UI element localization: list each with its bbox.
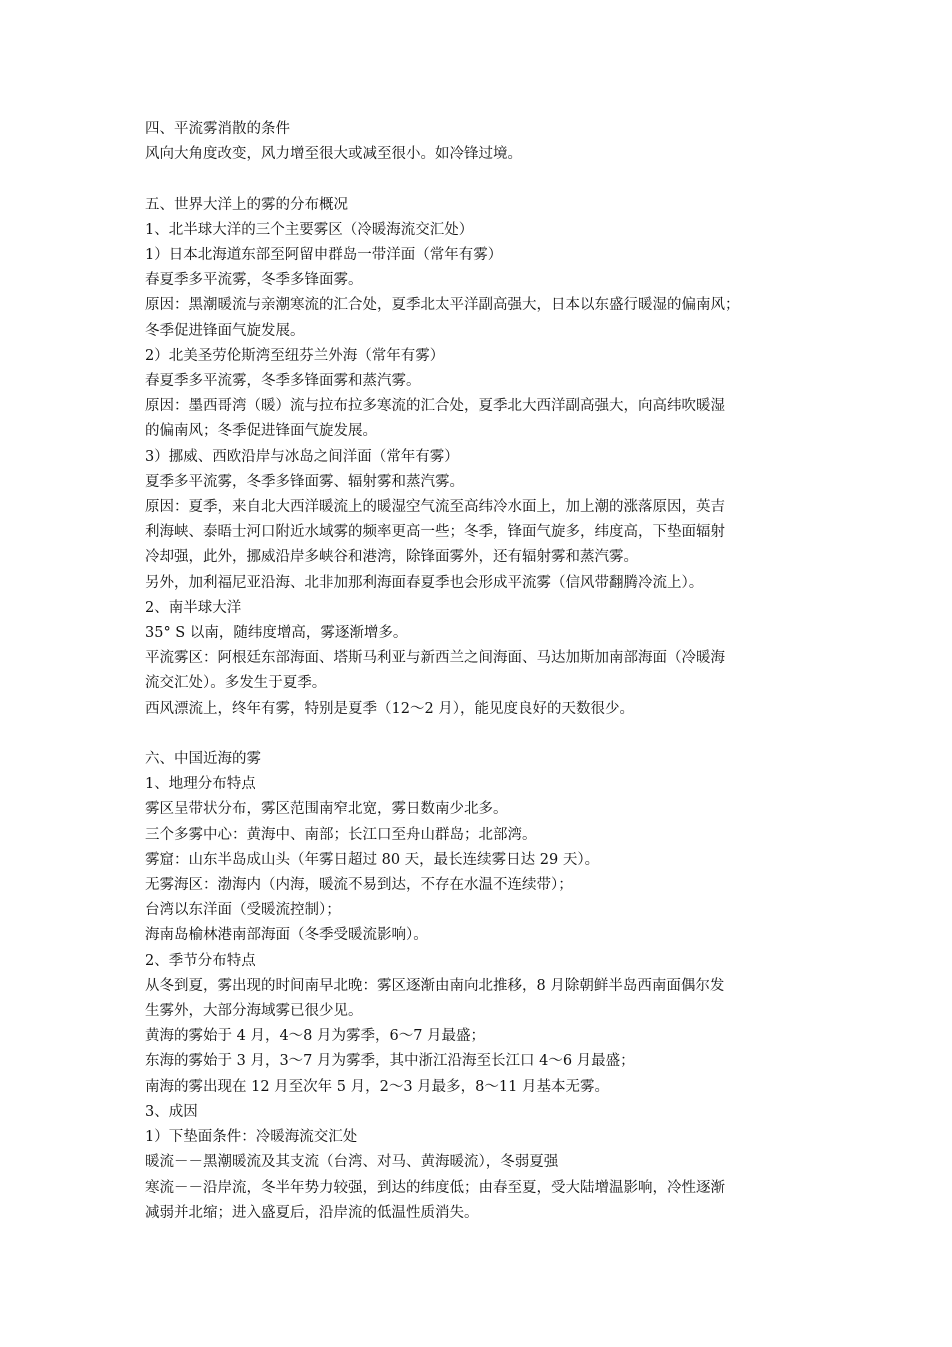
paragraph-line: 减弱并北缩；进入盛夏后，沿岸流的低温性质消失。: [145, 1204, 479, 1221]
item-heading: 3）挪威、西欧沿岸与冰岛之间洋面（常年有雾）: [145, 448, 459, 465]
blank-line: [145, 722, 817, 747]
section-heading: 六、中国近海的雾: [145, 751, 261, 768]
paragraph-line: 三个多雾中心：黄海中、南部；长江口至舟山群岛；北部湾。: [145, 826, 537, 843]
paragraph-line: 的偏南风；冬季促进锋面气旋发展。: [145, 423, 377, 440]
paragraph-line: 另外，加利福尼亚沿海、北非加那利海面春夏季也会形成平流雾（信风带翻腾冷流上）。: [145, 574, 704, 591]
item-heading: 1）下垫面条件：冷暖海流交汇处: [145, 1129, 358, 1146]
paragraph-line: 冬季促进锋面气旋发展。: [145, 322, 305, 339]
item-heading: 2）北美圣劳伦斯湾至纽芬兰外海（常年有雾）: [145, 347, 445, 364]
paragraph-line: 原因：夏季，来自北大西洋暖流上的暖湿空气流至高纬冷水面上，加上潮的涨落原因，英吉: [145, 499, 725, 516]
subsection-heading: 1、北半球大洋的三个主要雾区（冷暖海流交汇处）: [145, 221, 474, 238]
paragraph-line: 流交汇处）。多发生于夏季。: [145, 675, 327, 692]
section-heading: 四、平流雾消散的条件: [145, 121, 290, 137]
paragraph-line: 寒流－－沿岸流，冬半年势力较强，到达的纬度低；由春至夏，受大陆增温影响，冷性逐渐: [145, 1179, 725, 1196]
paragraph-line: 雾区呈带状分布，雾区范围南窄北宽，雾日数南少北多。: [145, 801, 508, 818]
paragraph-line: 黄海的雾始于 4 月，4～8 月为雾季，6～7 月最盛；: [145, 1028, 486, 1045]
paragraph-line: 南海的雾出现在 12 月至次年 5 月，2～3 月最多，8～11 月基本无雾。: [145, 1078, 609, 1095]
paragraph-line: 冷却强，此外，挪威沿岸多峡谷和港湾，除锋面雾外，还有辐射雾和蒸汽雾。: [145, 549, 638, 566]
paragraph-line: 东海的雾始于 3 月，3～7 月为雾季，其中浙江沿海至长江口 4～6 月最盛；: [145, 1053, 635, 1070]
paragraph-line: 夏季多平流雾，冬季多锋面雾、辐射雾和蒸汽雾。: [145, 473, 464, 490]
paragraph-line: 台湾以东洋面（受暖流控制）；: [145, 902, 341, 919]
item-heading: 1）日本北海道东部至阿留申群岛一带洋面（常年有雾）: [145, 247, 503, 263]
subsection-heading: 2、南半球大洋: [145, 599, 242, 616]
paragraph-line: 西风漂流上，终年有雾，特别是夏季（12～2 月），能见度良好的天数很少。: [145, 700, 635, 717]
paragraph-line: 暖流－－黑潮暖流及其支流（台湾、对马、黄海暖流），冬弱夏强: [145, 1154, 559, 1171]
document-page: [145, 117, 817, 1226]
paragraph-line: 从冬到夏，雾出现的时间南早北晚：雾区逐渐由南向北推移，8 月除朝鲜半岛西南面偶尔发: [145, 977, 725, 994]
paragraph-line: 海南岛榆林港南部海面（冬季受暖流影响）。: [145, 927, 428, 944]
blank-line: [145, 167, 817, 192]
paragraph-line: 原因：墨西哥湾（暖）流与拉布拉多寒流的汇合处，夏季北大西洋副高强大，向高纬吹暖湿: [145, 398, 725, 415]
paragraph-line: 原因：黑潮暖流与亲潮寒流的汇合处，夏季北太平洋副高强大，日本以东盛行暖湿的偏南风；: [145, 297, 740, 314]
paragraph-line: 无雾海区：渤海内（内海，暖流不易到达，不存在水温不连续带）；: [145, 877, 573, 894]
section-heading: 五、世界大洋上的雾的分布概况: [145, 196, 348, 213]
paragraph-line: 春夏季多平流雾，冬季多锋面雾。: [145, 272, 363, 289]
paragraph-line: 生雾外，大部分海域雾已很少见。: [145, 1003, 363, 1020]
subsection-heading: 1、地理分布特点: [145, 776, 256, 793]
subsection-heading: 2、季节分布特点: [145, 952, 256, 969]
paragraph-line: 利海峡、泰晤士河口附近水域雾的频率更高一些；冬季，锋面气旋多，纬度高，下垫面辐射: [145, 524, 725, 541]
subsection-heading: 3、成因: [145, 1103, 198, 1120]
paragraph-line: 春夏季多平流雾，冬季多锋面雾和蒸汽雾。: [145, 373, 421, 390]
paragraph-line: 风向大角度改变，风力增至很大或减至很小。如冷锋过境。: [145, 146, 522, 163]
paragraph-line: 平流雾区：阿根廷东部海面、塔斯马利亚与新西兰之间海面、马达加斯加南部海面（冷暖海: [145, 650, 725, 667]
paragraph-line: 雾窟：山东半岛成山头（年雾日超过 80 天，最长连续雾日达 29 天）。: [145, 851, 600, 868]
paragraph-line: 35° S 以南，随纬度增高，雾逐渐增多。: [145, 625, 408, 642]
